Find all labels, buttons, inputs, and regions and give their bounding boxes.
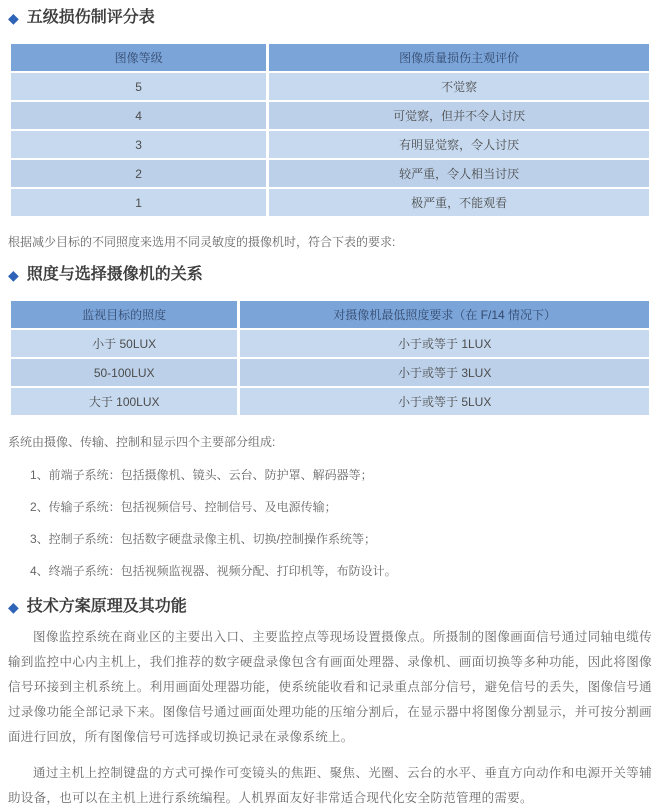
cell-grade: 1 [10,188,268,217]
section-title-text: 五级损伤制评分表 [26,9,155,26]
cell-illumination-range: 大于 100LUX [10,387,239,416]
diamond-icon: ◆ [8,10,19,26]
column-header-target-illumination: 监视目标的照度 [10,300,239,329]
table-row [10,329,651,358]
diamond-icon: ◆ [8,599,19,615]
section-title-technical-solution [8,596,652,618]
cell-grade: 2 [10,159,268,188]
cell-requirement: 小于或等于 1LUX [239,329,651,358]
list-item-transmission-subsystem: 2、传输子系统：包括视频信号、控制信号、及电源传输； [30,500,337,514]
cell-illumination-range: 50-100LUX [10,358,239,387]
table-row [10,188,651,217]
cell-description: 可觉察，但并不令人讨厌 [268,101,651,130]
table-header-row [10,43,651,72]
cell-grade: 4 [10,101,268,130]
column-header-min-illumination: 对摄像机最低照度要求（在 F/14 情况下） [239,300,651,329]
cell-description: 较严重，令人相当讨厌 [268,159,651,188]
section-title-damage-score [8,7,652,29]
cell-description: 有明显觉察，令人讨厌 [268,130,651,159]
column-header-subjective-eval: 图像质量损伤主观评价 [268,43,651,72]
table-row [10,159,651,188]
list-item-front-subsystem: 1、前端子系统：包括摄像机、镜头、云台、防护罩、解码器等； [30,468,373,482]
table-row [10,358,651,387]
section-title-text: 技术方案原理及其功能 [26,598,187,615]
section-title-illumination [8,264,652,286]
cell-description: 极严重，不能观看 [268,188,651,217]
cell-requirement: 小于或等于 3LUX [239,358,651,387]
table-header-row [10,300,651,329]
paragraph-keyboard-control: 通过主机上控制键盘的方式可操作可变镜头的焦距、聚焦、光圈、云台的水平、垂直方向动作和电源开关等辅助设备，也可以在主机上进行系统编程。人机界面友好非常适合现代化安全防范管理的需要。 [8,766,652,805]
table-row [10,130,651,159]
table-row [10,101,651,130]
list-item-control-subsystem: 3、控制子系统：包括数字硬盘录像主机、切换/控制操作系统等； [30,532,377,546]
cell-grade: 5 [10,72,268,101]
list-item-terminal-subsystem: 4、终端子系统：包括视频监视器、视频分配、打印机等，布防设计。 [30,564,397,578]
paragraph-monitoring-principle: 图像监控系统在商业区的主要出入口、主要监控点等现场设置摄像点。所摄制的图像画面信号通过同轴电缆传输到监控中心内主机上，我们推荐的数字硬盘录像包含有画面处理器、录像机、画面切换等多种功能，因此将图像信号环接到主机系统上。利用画面处理器功能，使系统能收看和记录重点部分信号，避免信号的丢失，图像信号通过录像功能全部记录下来。图像信号通过画面处理功能的压缩分割后，在显示器中将图像分割显示，并可按分割画面进行回放，所有图像信号可选择或切换记录在录像系统上。 [8,630,652,744]
cell-requirement: 小于或等于 5LUX [239,387,651,416]
cell-description: 不觉察 [268,72,651,101]
diamond-icon: ◆ [8,267,19,283]
illumination-table [8,299,652,417]
system-composition-intro: 系统由摄像、传输、控制和显示四个主要部分组成: [8,435,276,449]
note-camera-sensitivity: 根据减少目标的不同照度来选用不同灵敏度的摄像机时，符合下表的要求: [8,235,396,249]
section-title-text: 照度与选择摄像机的关系 [26,266,203,283]
cell-grade: 3 [10,130,268,159]
cell-illumination-range: 小于 50LUX [10,329,239,358]
damage-score-table [8,42,652,218]
table-row [10,72,651,101]
table-row [10,387,651,416]
column-header-image-grade: 图像等级 [10,43,268,72]
